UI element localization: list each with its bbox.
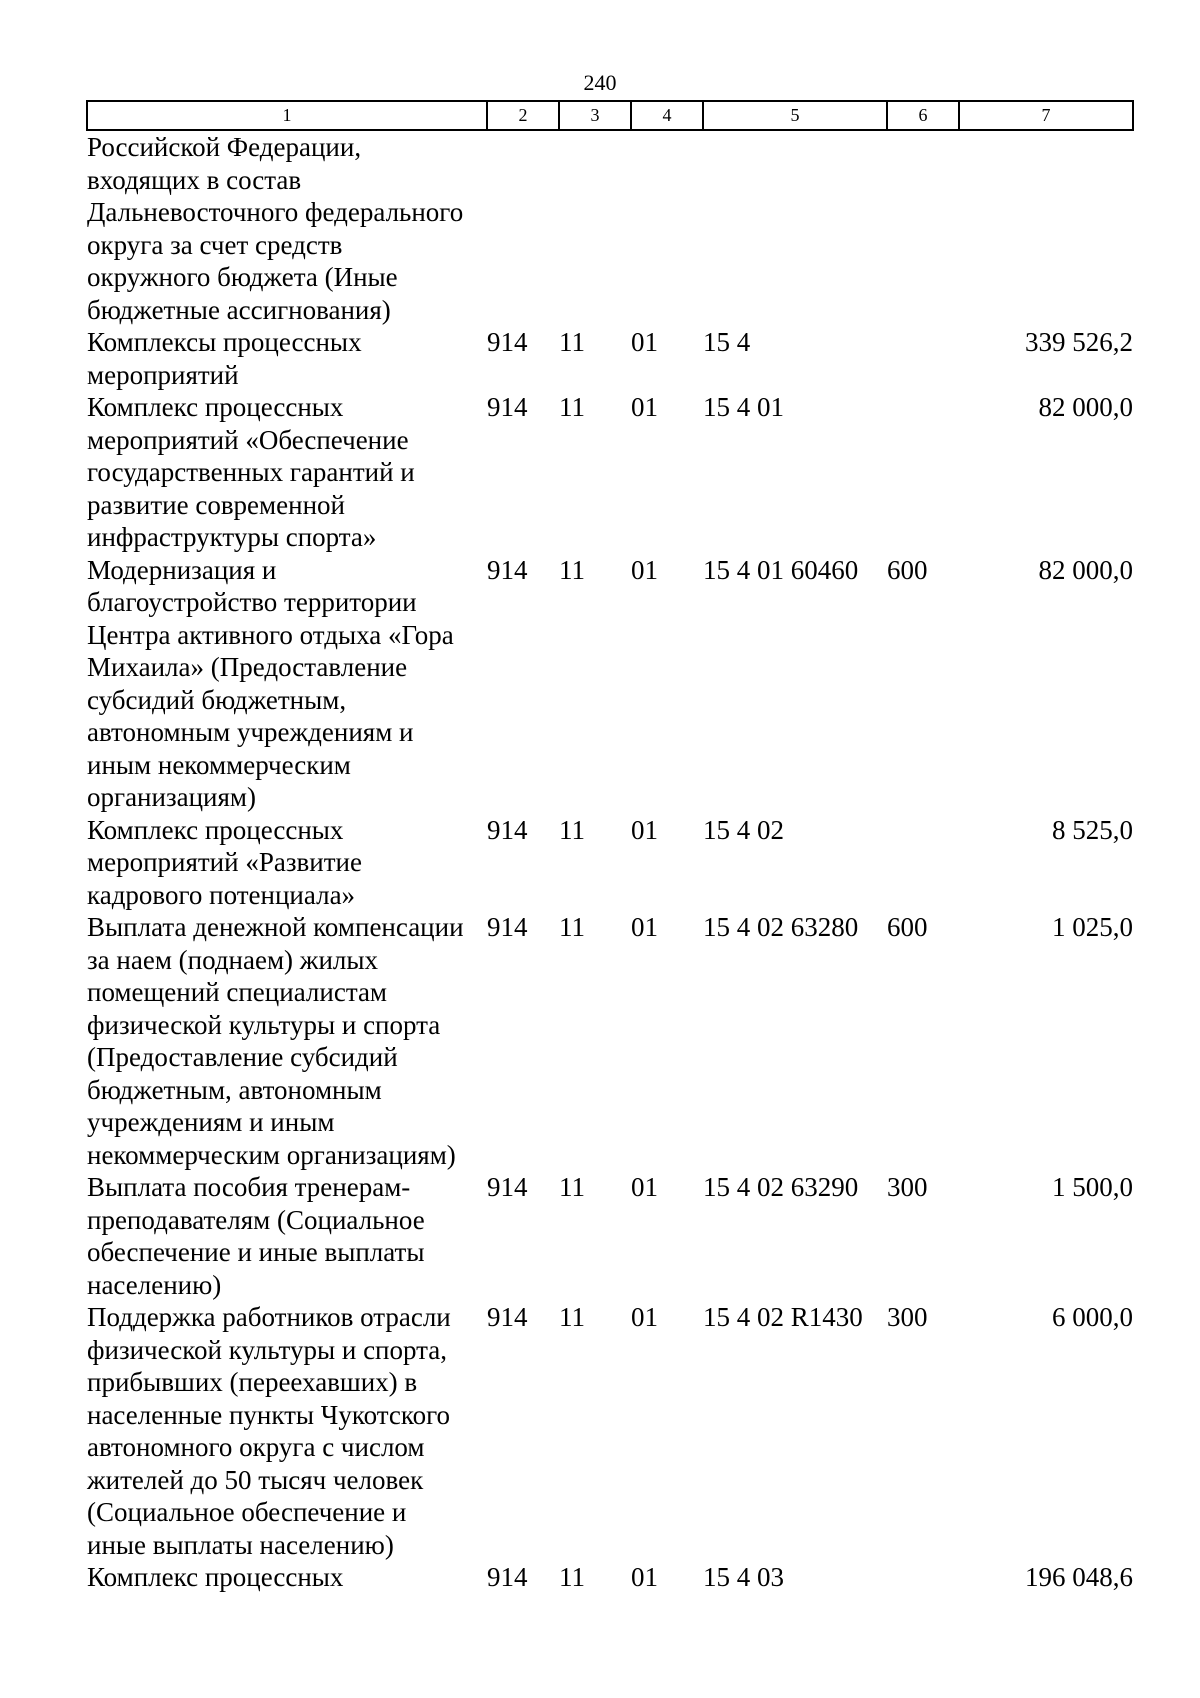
row-name-line: мероприятий <box>87 359 239 390</box>
target-article-cell: 15 4 01 60460 <box>703 554 859 585</box>
expense-type-cell <box>887 130 959 326</box>
row-name-line: Михаила» (Предоставление <box>87 652 408 682</box>
expense-type-cell <box>887 1561 959 1594</box>
amount-cell: 82 000,0 <box>1038 392 1133 422</box>
row-name-line: некоммерческим организациям) <box>87 1139 456 1170</box>
table-row <box>87 814 1133 912</box>
ministry-code-cell: 914 <box>487 554 528 585</box>
row-name-line: за наем (поднаем) жилых <box>87 944 379 975</box>
amount-cell: 1 025,0 <box>1052 912 1133 942</box>
row-name-cell <box>87 326 487 391</box>
table-header-row <box>87 101 1133 130</box>
row-name-cell <box>87 1301 487 1561</box>
row-name-line: окружного бюджета (Иные <box>87 262 398 292</box>
target-article-cell: 15 4 01 <box>703 392 784 422</box>
section-code-cell <box>559 130 631 326</box>
row-name-line: Выплата пособия тренерам- <box>87 1172 411 1202</box>
ministry-code-cell: 914 <box>487 1172 528 1202</box>
section-code-cell: 11 <box>559 1302 585 1332</box>
subsection-code-cell: 01 <box>631 554 658 585</box>
row-name-line: бюджетным, автономным <box>87 1074 382 1105</box>
row-name-line: мероприятий «Развитие <box>87 847 362 877</box>
subsection-code-cell: 01 <box>631 1302 658 1332</box>
amount-cell: 82 000,0 <box>1038 554 1133 585</box>
row-name-line: Комплекс процессных <box>87 392 344 422</box>
section-code-cell: 11 <box>559 814 585 845</box>
expense-type-cell <box>887 391 959 554</box>
row-name-line: Выплата денежной компенсации <box>87 912 464 942</box>
row-name-line: мероприятий «Обеспечение <box>87 424 409 455</box>
expense-type-cell: 600 <box>887 912 928 942</box>
target-article-cell: 15 4 <box>703 327 751 357</box>
row-name-line: Комплекс процессных <box>87 814 344 845</box>
ministry-code-cell: 914 <box>487 327 528 357</box>
row-name-line: (Предоставление субсидий <box>87 1042 398 1072</box>
amount-cell <box>959 130 1133 326</box>
row-name-line: развитие современной <box>87 489 345 520</box>
section-code-cell: 11 <box>559 392 585 422</box>
row-name-line: организациям) <box>87 782 257 812</box>
target-article-cell <box>703 130 887 326</box>
amount-cell: 6 000,0 <box>1052 1302 1133 1332</box>
page-number: 240 <box>583 70 617 95</box>
expense-type-cell: 300 <box>887 1302 928 1332</box>
ministry-code-cell: 914 <box>487 814 528 845</box>
table-row <box>87 911 1133 1171</box>
subsection-code-cell: 01 <box>631 1562 658 1592</box>
section-code-cell: 11 <box>559 1562 585 1592</box>
subsection-code-cell: 01 <box>631 392 658 422</box>
row-name-line: физической культуры и спорта <box>87 1009 441 1040</box>
table-row <box>87 1301 1133 1561</box>
row-name-line: субсидий бюджетным, <box>87 684 347 715</box>
subsection-code-cell: 01 <box>631 814 658 845</box>
row-name-line: государственных гарантий и <box>87 457 415 487</box>
table-row <box>87 1171 1133 1301</box>
row-name-cell <box>87 911 487 1171</box>
table-row <box>87 554 1133 814</box>
target-article-cell: 15 4 02 63290 <box>703 1172 859 1202</box>
row-name-line: округа за счет средств <box>87 229 343 260</box>
ministry-code-cell: 914 <box>487 392 528 422</box>
expense-type-cell <box>887 814 959 912</box>
row-name-cell <box>87 130 487 326</box>
row-name-line: Комплекс процессных <box>87 1562 344 1592</box>
row-name-line: прибывших (переехавших) в <box>87 1367 418 1397</box>
ministry-code-cell <box>487 130 559 326</box>
section-code-cell: 11 <box>559 912 585 942</box>
column-header: 7 <box>959 101 1133 130</box>
row-name-line: учреждениям и иным <box>87 1107 335 1137</box>
amount-cell: 8 525,0 <box>1052 814 1133 845</box>
row-name-cell <box>87 1171 487 1301</box>
target-article-cell: 15 4 02 R1430 <box>703 1302 863 1332</box>
budget-table <box>86 100 1134 1594</box>
subsection-code-cell <box>631 130 703 326</box>
amount-cell: 1 500,0 <box>1052 1172 1133 1202</box>
section-code-cell: 11 <box>559 1172 585 1202</box>
row-name-line: благоустройство территории <box>87 587 417 617</box>
target-article-cell: 15 4 03 <box>703 1562 784 1592</box>
target-article-cell: 15 4 02 63280 <box>703 912 859 942</box>
column-header: 5 <box>703 101 887 130</box>
row-name-line: жителей до 50 тысяч человек <box>87 1464 424 1495</box>
section-code-cell: 11 <box>559 554 585 585</box>
expense-type-cell: 300 <box>887 1172 928 1202</box>
subsection-code-cell: 01 <box>631 912 658 942</box>
table-row <box>87 326 1133 391</box>
column-header: 1 <box>87 101 487 130</box>
row-name-line: Поддержка работников отрасли <box>87 1302 451 1332</box>
ministry-code-cell: 914 <box>487 912 528 942</box>
row-name-line: населенные пункты Чукотского <box>87 1399 451 1430</box>
row-name-line: иные выплаты населению) <box>87 1529 394 1560</box>
row-name-line: Модернизация и <box>87 554 277 585</box>
expense-type-cell <box>887 326 959 391</box>
row-name-line: Комплексы процессных <box>87 327 362 357</box>
row-name-line: инфраструктуры спорта» <box>87 522 377 552</box>
column-header: 4 <box>631 101 703 130</box>
amount-cell: 196 048,6 <box>1025 1562 1133 1592</box>
table-row <box>87 130 1133 326</box>
target-article-cell: 15 4 02 <box>703 814 784 845</box>
row-name-line: автономным учреждениям и <box>87 717 414 747</box>
row-name-line: помещений специалистам <box>87 977 388 1007</box>
row-name-line: Дальневосточного федерального <box>87 197 464 227</box>
row-name-line: Центра активного отдыха «Гора <box>87 619 454 650</box>
amount-cell: 339 526,2 <box>1025 327 1133 357</box>
row-name-line: автономного округа с числом <box>87 1432 425 1462</box>
ministry-code-cell: 914 <box>487 1302 528 1332</box>
row-name-cell <box>87 1561 487 1594</box>
row-name-cell <box>87 391 487 554</box>
subsection-code-cell: 01 <box>631 1172 658 1202</box>
table-row <box>87 1561 1133 1594</box>
row-name-line: входящих в состав <box>87 164 302 195</box>
row-name-line: бюджетные ассигнования) <box>87 294 391 325</box>
table-row <box>87 391 1133 554</box>
row-name-cell <box>87 814 487 912</box>
ministry-code-cell: 914 <box>487 1562 528 1592</box>
column-header: 6 <box>887 101 959 130</box>
column-header: 3 <box>559 101 631 130</box>
row-name-line: преподавателям (Социальное <box>87 1204 425 1235</box>
row-name-line: населению) <box>87 1269 222 1300</box>
row-name-line: (Социальное обеспечение и <box>87 1497 407 1527</box>
section-code-cell: 11 <box>559 327 585 357</box>
subsection-code-cell: 01 <box>631 327 658 357</box>
row-name-cell <box>87 554 487 814</box>
column-header: 2 <box>487 101 559 130</box>
row-name-line: обеспечение и иные выплаты <box>87 1237 425 1267</box>
row-name-line: физической культуры и спорта, <box>87 1334 448 1365</box>
row-name-line: кадрового потенциала» <box>87 879 356 910</box>
row-name-line: иным некоммерческим <box>87 749 351 780</box>
expense-type-cell: 600 <box>887 554 928 585</box>
row-name-line: Российской Федерации, <box>87 132 362 162</box>
